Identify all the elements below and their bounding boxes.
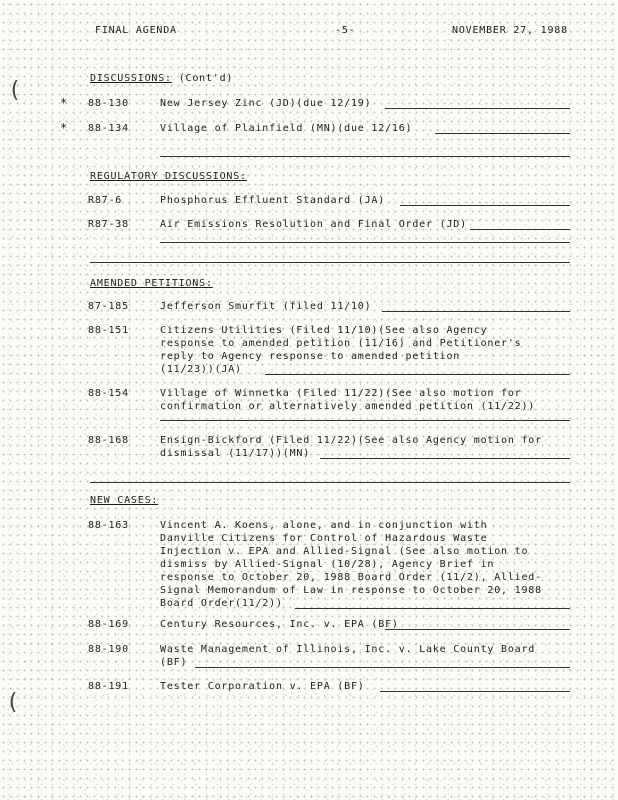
case-number: 88-191 [88,681,129,692]
case-number: R87-38 [88,219,129,230]
case-title: dismissal (11/17))(MN) [160,448,311,459]
case-title: Village of Plainfield (MN)(due 12/16) [160,123,413,134]
case-number: 88-134 [88,123,129,134]
amended-heading: AMENDED PETITIONS: [90,278,213,289]
header-date: NOVEMBER 27, 1988 [452,25,568,36]
case-title: Signal Memorandum of Law in response to October 20, 1988 [160,585,542,596]
fill-line [160,420,570,421]
case-title: response to amended petition (11/16) and Petitioner's [160,338,522,349]
fill-line [90,482,570,483]
case-title: Ensign-Bickford (Filed 11/22)(See also Agency motion for [160,435,542,446]
discussions-heading: DISCUSSIONS: (Cont'd) [90,73,234,84]
case-title: Citizens Utilities (Filed 11/10)(See also Agency [160,325,488,336]
case-title: response to October 20, 1988 Board Order (11/2), Allied- [160,572,542,583]
case-number: 88-130 [88,98,129,109]
fill-line [470,229,570,230]
case-number: 88-163 [88,520,129,531]
case-title: Vincent A. Koens, alone, and in conjunction with [160,520,488,531]
asterisk-mark: * [60,96,68,110]
case-title: reply to Agency response to amended petition [160,351,461,362]
fill-line [380,691,570,692]
fill-line [160,242,570,243]
header-page-number: -5- [335,25,356,36]
margin-bracket-mark: ( [6,690,20,715]
fill-line [435,133,570,134]
case-title: (11/23))(JA) [160,364,242,375]
case-title: Century Resources, Inc. v. EPA (BF) [160,619,399,630]
case-title: Board Order(11/2)) [160,598,283,609]
case-title: Air Emissions Resolution and Final Order (JD) [160,219,467,230]
case-title: Jefferson Smurfit (filed 11/10) [160,301,372,312]
fill-line [385,629,570,630]
case-title: Village of Winnetka (Filed 11/22)(See also motion for [160,388,522,399]
case-number: 88-151 [88,325,129,336]
fill-line [295,608,570,609]
case-number: R87-6 [88,195,123,206]
header-left: FINAL AGENDA [95,25,177,36]
case-number: 87-185 [88,301,129,312]
fill-line [382,311,570,312]
case-number: 88-168 [88,435,129,446]
case-title: Tester Corporation v. EPA (BF) [160,681,365,692]
case-title: confirmation or alternatively amended petition (11/22)) [160,401,536,412]
case-title: Waste Management of Illinois, Inc. v. Lake County Board [160,644,536,655]
fill-line [195,667,570,668]
margin-bracket-mark: ( [8,78,22,103]
case-number: 88-169 [88,619,129,630]
case-title: (BF) [160,657,188,668]
case-title: New Jersey Zinc (JD)(due 12/19) [160,98,372,109]
case-title: Injection v. EPA and Allied-Signal (See also motion to [160,546,529,557]
fill-line [265,374,570,375]
new-cases-heading: NEW CASES: [90,495,159,506]
fill-line [90,262,570,263]
asterisk-mark: * [60,121,68,135]
fill-line [385,108,570,109]
case-number: 88-190 [88,644,129,655]
case-title: Phosphorus Effluent Standard (JA) [160,195,386,206]
fill-line [400,205,570,206]
fill-line [160,156,570,157]
case-number: 88-154 [88,388,129,399]
regulatory-heading: REGULATORY DISCUSSIONS: [90,171,247,182]
case-title: dismiss by Allied-Signal (10/28), Agency Brief in [160,559,495,570]
fill-line [320,458,570,459]
case-title: Danville Citizens for Control of Hazardous Waste [160,533,488,544]
